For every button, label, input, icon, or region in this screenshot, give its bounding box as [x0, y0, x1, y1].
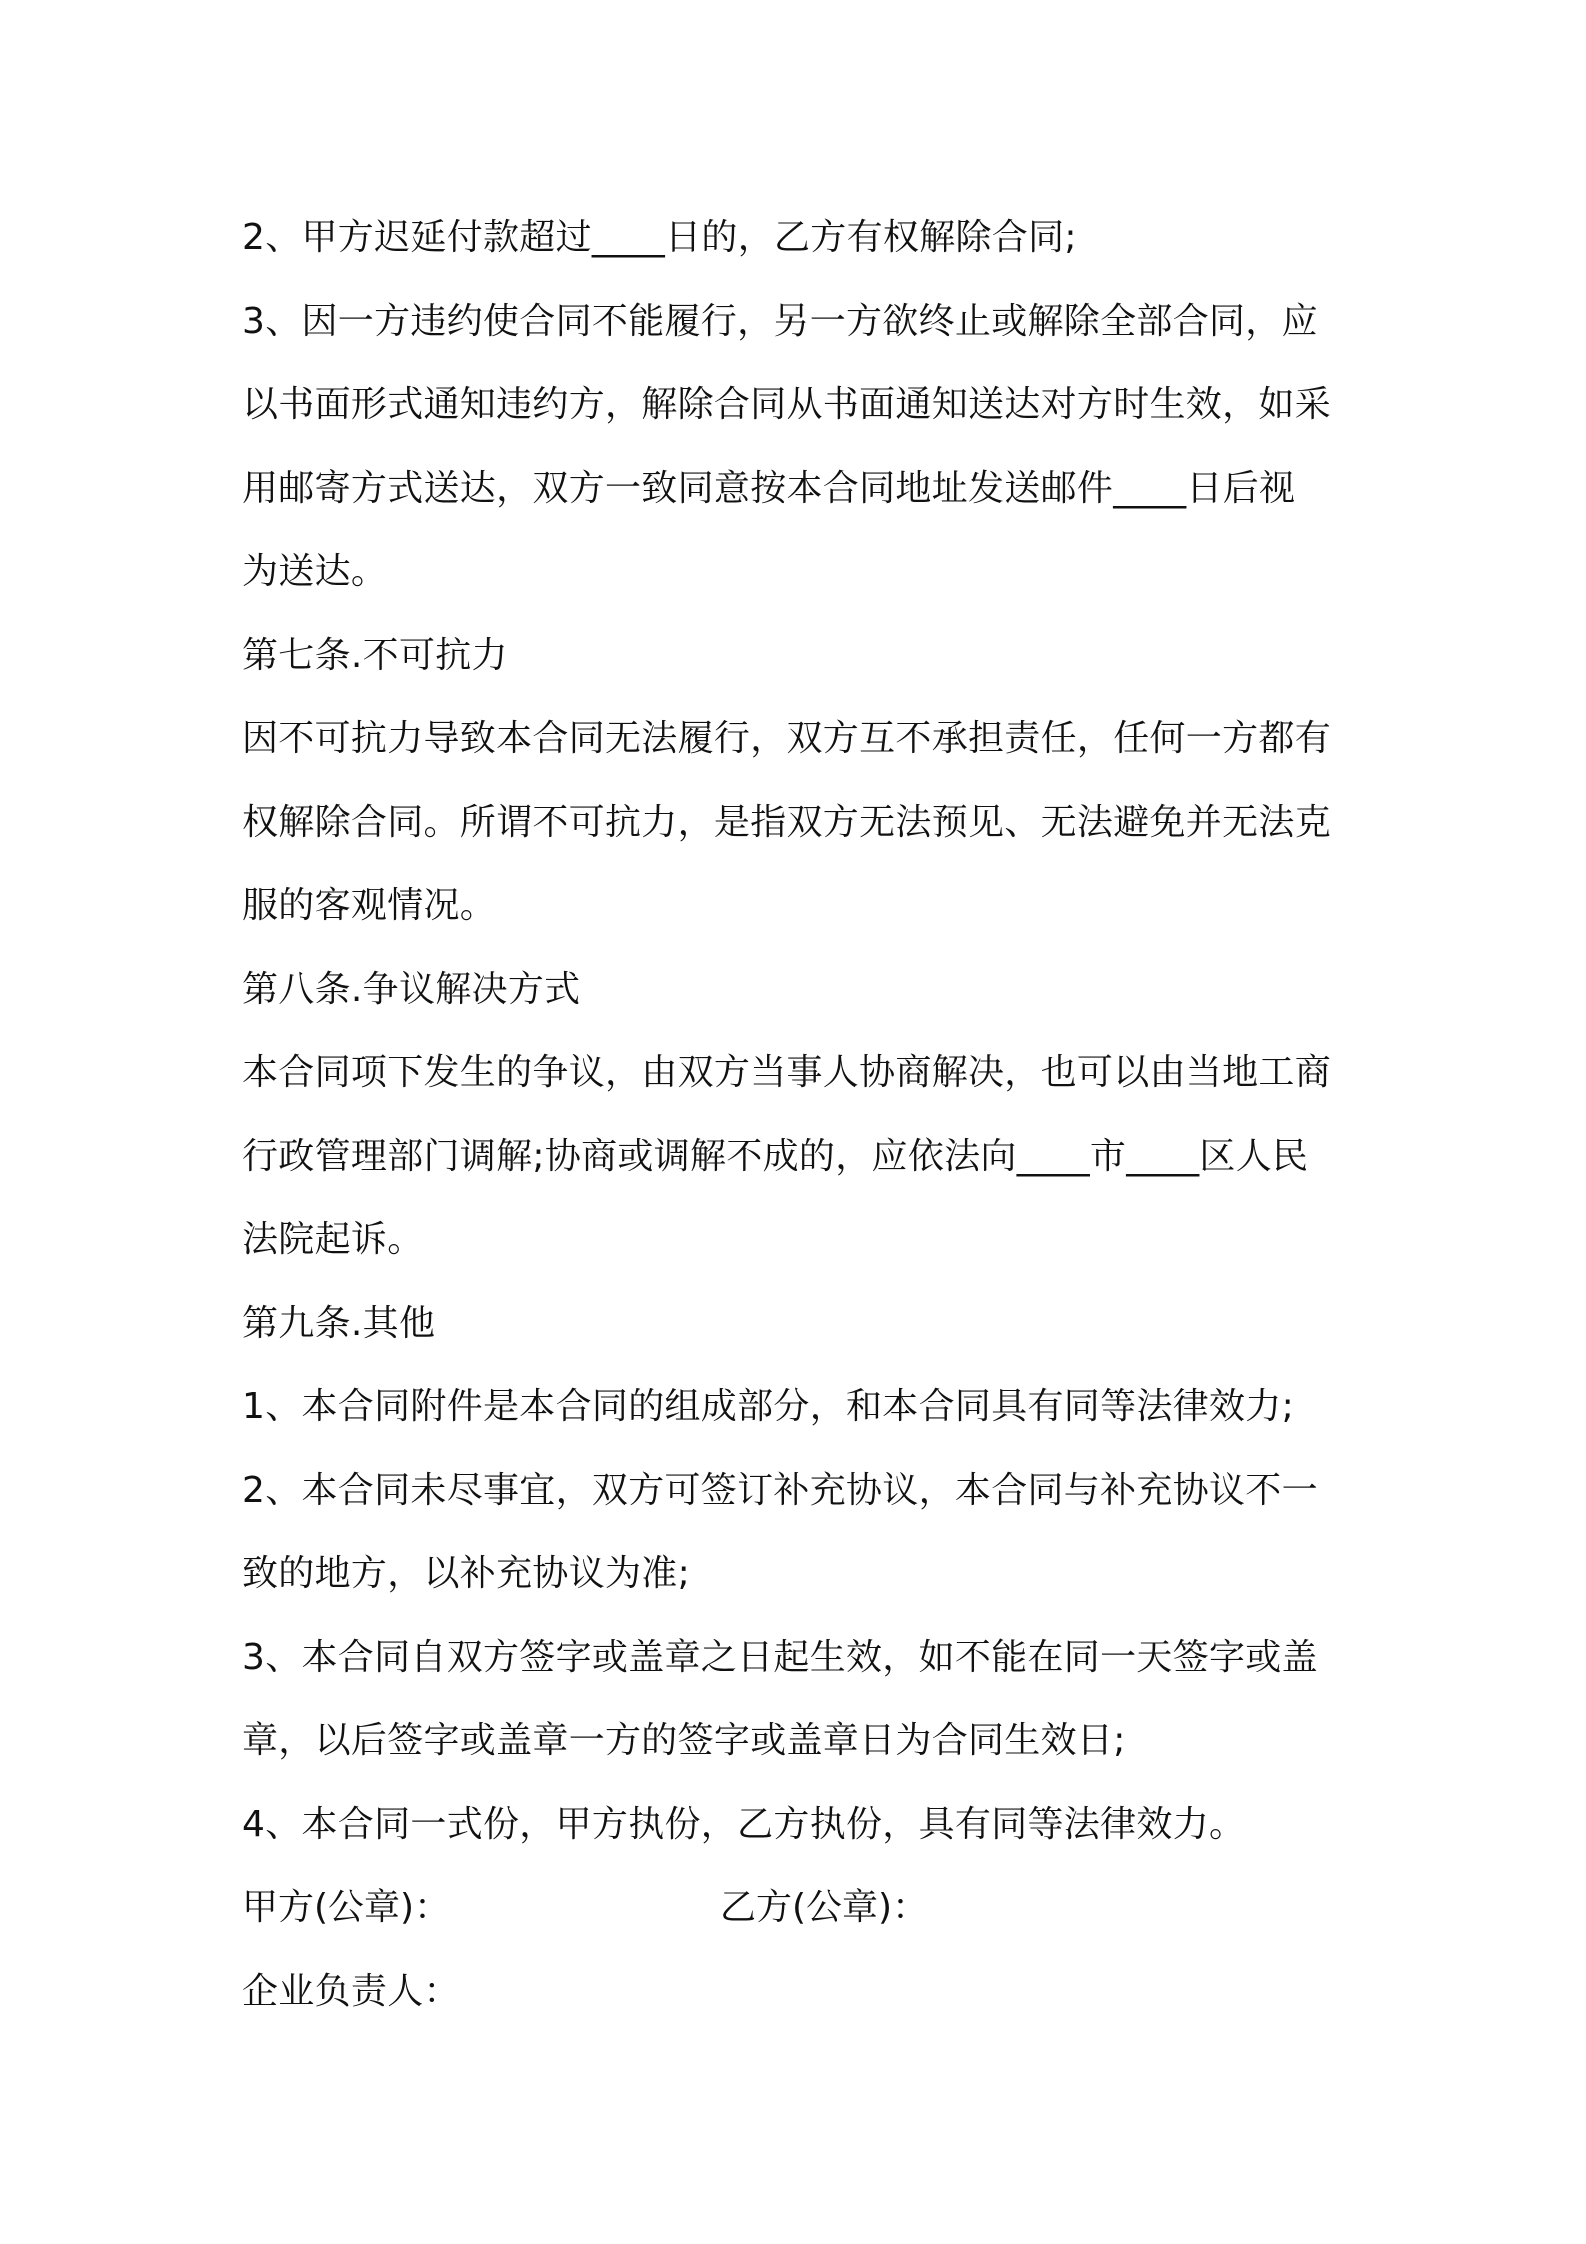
- clause-line: 行政管理部门调解;协商或调解不成的，应依法向____市____区人民: [242, 1135, 1309, 1177]
- clause-line: 本合同项下发生的争议，由双方当事人协商解决，也可以由当地工商: [242, 1052, 1332, 1093]
- clause-line: 法院起诉。: [242, 1219, 424, 1260]
- clause-line: 3、因一方违约使合同不能履行，另一方欲终止或解除全部合同，应: [242, 300, 1318, 342]
- section-heading-other: 第九条.其他: [242, 1302, 436, 1344]
- contract-body: [242, 196, 1352, 2033]
- clause-line: 章，以后签字或盖章一方的签字或盖章日为合同生效日;: [242, 1720, 1126, 1761]
- clause-line: 以书面形式通知违约方，解除合同从书面通知送达对方时生效，如采: [242, 384, 1332, 425]
- clause-line: 4、本合同一式份，甲方执份，乙方执份，具有同等法律效力。: [242, 1803, 1246, 1845]
- clause-line: 1、本合同附件是本合同的组成部分，和本合同具有同等法律效力;: [242, 1386, 1295, 1427]
- clause-line: 2、本合同未尽事宜，双方可签订补充协议，本合同与补充协议不一: [242, 1469, 1318, 1511]
- clause-line: 3、本合同自双方签字或盖章之日起生效，如不能在同一天签字或盖: [242, 1636, 1318, 1678]
- clause-line: 2、甲方迟延付款超过____日的，乙方有权解除合同;: [242, 217, 1077, 258]
- section-heading-force-majeure: 第七条.不可抗力: [242, 634, 508, 676]
- clause-line: 致的地方，以补充协议为准;: [242, 1553, 691, 1594]
- clause-line: 因不可抗力导致本合同无法履行，双方互不承担责任，任何一方都有: [242, 718, 1332, 759]
- party-b-seal-label: 乙方(公章)：: [720, 1887, 929, 1928]
- clause-line: 权解除合同。所谓不可抗力，是指双方无法预见、无法避免并无法克: [242, 801, 1332, 843]
- clause-line: 为送达。: [242, 551, 388, 592]
- section-heading-dispute-resolution: 第八条.争议解决方式: [242, 968, 581, 1010]
- party-a-seal-label: 甲方(公章)：: [242, 1887, 451, 1928]
- clause-line: 服的客观情况。: [242, 885, 497, 926]
- manager-label: 企业负责人：: [242, 1970, 460, 2012]
- signature-row: [242, 1866, 1352, 1950]
- clause-line: 用邮寄方式送达，双方一致同意按本合同地址发送邮件____日后视: [242, 467, 1296, 509]
